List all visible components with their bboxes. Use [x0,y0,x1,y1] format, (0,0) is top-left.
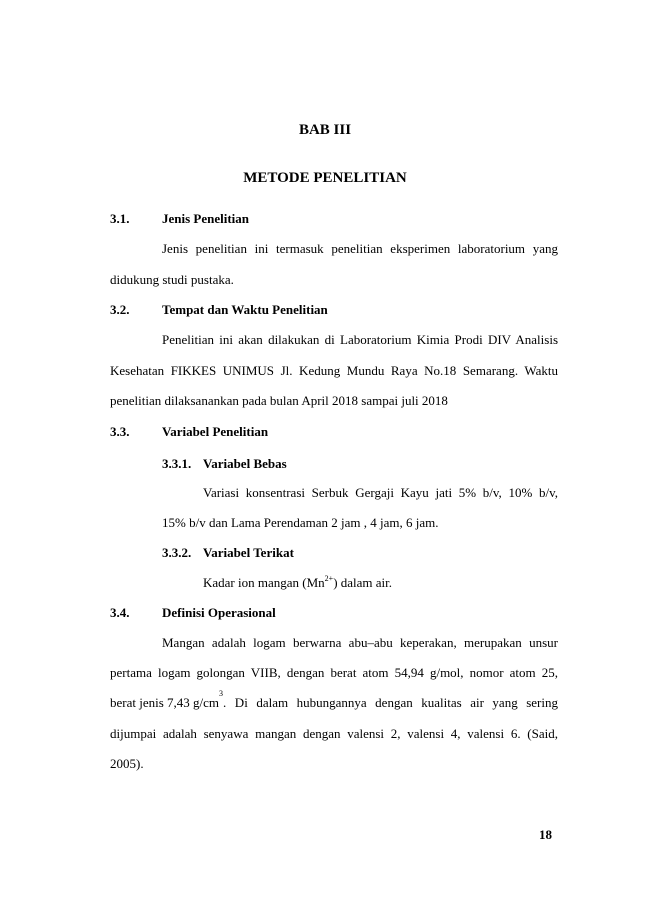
superscript: 2+ [324,573,334,583]
section-title: Jenis Penelitian [162,211,250,226]
section-number: 3.4. [110,605,130,620]
paragraph-line: didukung studi pustaka. [110,272,234,287]
paragraph-line: Jenis penelitian ini termasuk penelitian eksperimen laboratorium yang [162,241,558,256]
paragraph-line: 2005). [110,756,144,771]
text-run: ) dalam air. [333,575,393,590]
chapter-label: BAB III [298,122,352,138]
text-run: berat jenis 7,43 g/cm [110,695,220,710]
text-run: . Di dalam hubungannya dengan kualitas air yang sering [223,695,558,710]
section-number: 3.1. [110,211,130,226]
section-title: Definisi Operasional [162,605,276,620]
paragraph-line: Variasi konsentrasi Serbuk Gergaji Kayu jati 5% b/v, 10% b/v, [203,485,558,500]
section-title: Tempat dan Waktu Penelitian [162,302,328,317]
paragraph-line: dijumpai adalah senyawa mangan dengan valensi 2, valensi 4, valensi 6. (Said, [110,726,558,741]
paragraph-line: Penelitian ini akan dilakukan di Laboratorium Kimia Prodi DIV Analisis [162,332,558,347]
paragraph-line: pertama logam golongan VIIB, dengan berat atom 54,94 g/mol, nomor atom 25, [110,665,558,680]
paragraph-line [110,689,558,711]
subsection-title: Variabel Terikat [203,545,294,560]
text-run: Kadar ion mangan (Mn [203,575,325,590]
subsection-number: 3.3.2. [162,545,192,560]
paragraph-line [203,575,392,591]
paragraph-line: Kesehatan FIKKES UNIMUS Jl. Kedung Mundu Raya No.18 Semarang. Waktu [110,363,558,378]
section-number: 3.3. [110,424,130,439]
paragraph-line: penelitian dilaksanankan pada bulan April 2018 sampai juli 2018 [110,393,448,408]
subsection-title: Variabel Bebas [203,456,287,471]
paragraph-line: Mangan adalah logam berwarna abu–abu keperakan, merupakan unsur [162,635,558,650]
chapter-title: METODE PENELITIAN [243,170,407,186]
paragraph-line: 15% b/v dan Lama Perendaman 2 jam , 4 jam, 6 jam. [162,515,439,530]
superscript: 3 [219,689,224,698]
section-number: 3.2. [110,302,130,317]
section-title: Variabel Penelitian [162,424,269,439]
page-number: 18 [539,827,552,842]
subsection-number: 3.3.1. [162,456,192,471]
